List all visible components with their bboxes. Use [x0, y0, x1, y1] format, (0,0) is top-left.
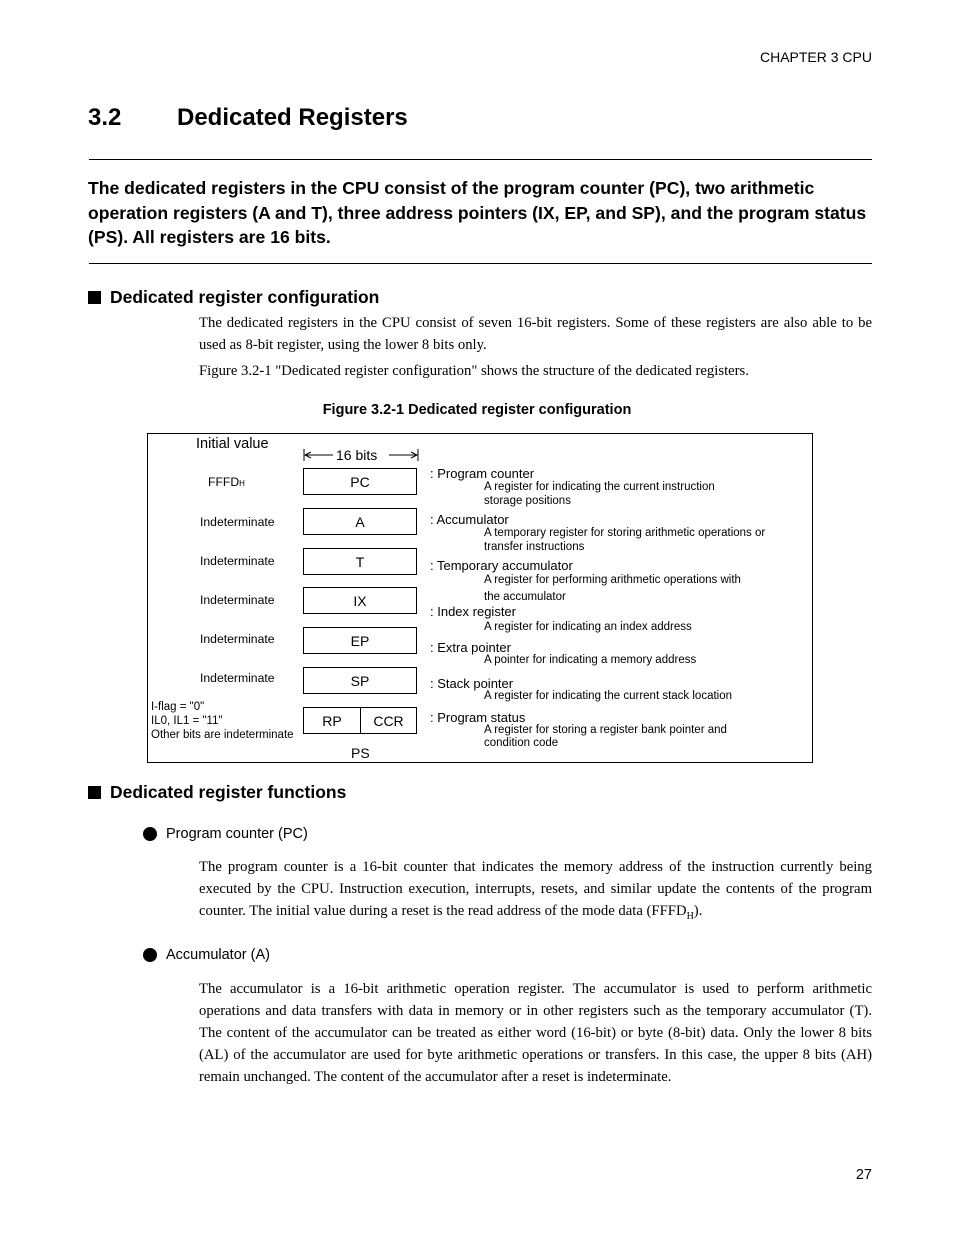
register-ps	[303, 707, 417, 734]
initial-pc: FFFDH	[208, 475, 245, 489]
bullet-accumulator	[143, 947, 270, 963]
section-number: 3.2	[88, 104, 122, 131]
figure-caption: Figure 3.2-1 Dedicated register configuration	[322, 402, 632, 418]
register-t: T	[303, 548, 417, 575]
register-ep-title: : Extra pointer	[430, 640, 511, 655]
initial-ps: I-flag = "0" IL0, IL1 = "11" Other bits are indeterminate	[151, 701, 294, 741]
register-sp-desc: A register for indicating the current stack location	[484, 690, 733, 702]
initial-t: Indeterminate	[200, 554, 275, 568]
initial-sp: Indeterminate	[200, 671, 275, 685]
register-sp-title: : Stack pointer	[430, 676, 514, 691]
config-paragraph-2: Figure 3.2-1 "Dedicated register configuration" shows the structure of the dedicated registers.	[199, 363, 749, 379]
register-ps-desc: A register for storing a register bank pointer and condition code	[484, 724, 727, 749]
register-ep: EP	[303, 627, 417, 654]
circle-bullet-icon	[143, 827, 157, 841]
initial-value-header: Initial value	[196, 436, 269, 452]
section-summary: The dedicated registers in the CPU consist of the program counter (PC), two arithmetic operation registers (A and T), three address pointers (IX, EP, and SP), and the program status (PS). All registers are 16 bits.	[88, 178, 867, 247]
bullet-accumulator-label: Accumulator (A)	[166, 947, 270, 963]
config-heading	[88, 287, 379, 308]
register-pc-desc: A register for indicating the current instruction storage positions	[484, 481, 715, 507]
width-label: 16 bits	[336, 447, 378, 463]
register-ix-title: : Index register	[430, 604, 516, 619]
register-ps-ccr: CCR	[373, 712, 404, 729]
accumulator-paragraph: The accumulator is a 16-bit arithmetic operation register. The accumulator is used to perform arithmetic operations and data transfers with data in memory or in other registers such as the temporary accumulator (T). The content of the accumulator can be treated as either word (16-bit) or byte (8-bit) data. Only the lower 8 bits (AL) of the accumulator are used for byte arithmetic operations or transfers. In this case, the upper 8 bits (AH) remain unchanged. The content of the accumulator after a reset is indeterminate.	[199, 981, 872, 1085]
register-ps-title: : Program status	[430, 710, 526, 725]
initial-a: Indeterminate	[200, 515, 275, 529]
register-t-desc: A register for performing arithmetic operations with the accumulator	[484, 574, 741, 603]
square-bullet-icon	[88, 786, 101, 799]
section-title: Dedicated Registers	[177, 104, 408, 131]
register-figure	[147, 433, 813, 763]
chapter-header: CHAPTER 3 CPU	[759, 49, 872, 65]
config-paragraph-1: The dedicated registers in the CPU consist of seven 16-bit registers. Some of these registers are also able to be used as 8-bit register, using the lower 8 bits only.	[199, 315, 872, 353]
register-a-desc: A temporary register for storing arithmetic operations or transfer instructions	[484, 527, 766, 553]
circle-bullet-icon	[143, 948, 157, 962]
functions-heading-label: Dedicated register functions	[110, 782, 347, 802]
register-a: A	[303, 508, 417, 535]
page-number: 27	[855, 1167, 872, 1183]
divider-bottom	[89, 263, 872, 264]
square-bullet-icon	[88, 291, 101, 304]
pc-paragraph: The program counter is a 16-bit counter that indicates the memory address of the instruction currently being executed by the CPU. Instruction execution, interrupts, resets, and similar update the contents of the program counter. The initial value during a reset is the read address of the mode data $(FFFD_H)$.	[199, 859, 872, 922]
register-sp: SP	[303, 667, 417, 694]
register-pc: PC	[303, 468, 417, 495]
initial-ix: Indeterminate	[200, 593, 275, 607]
register-ps-rp: RP	[304, 708, 361, 733]
register-ix: IX	[303, 587, 417, 614]
initial-ep: Indeterminate	[200, 632, 275, 646]
register-pc-title: : Program counter	[430, 466, 535, 481]
bullet-program-counter	[143, 826, 308, 842]
register-ix-desc: A register for indicating an index address	[484, 621, 692, 633]
register-t-title: : Temporary accumulator	[430, 558, 573, 573]
config-heading-label: Dedicated register configuration	[110, 287, 380, 307]
bullet-program-counter-label: Program counter (PC)	[166, 826, 308, 842]
register-ps-label: PS	[351, 745, 370, 761]
divider-top	[89, 159, 872, 160]
register-a-title: : Accumulator	[430, 512, 509, 527]
register-ep-desc: A pointer for indicating a memory address	[484, 654, 697, 666]
functions-heading	[88, 782, 346, 803]
